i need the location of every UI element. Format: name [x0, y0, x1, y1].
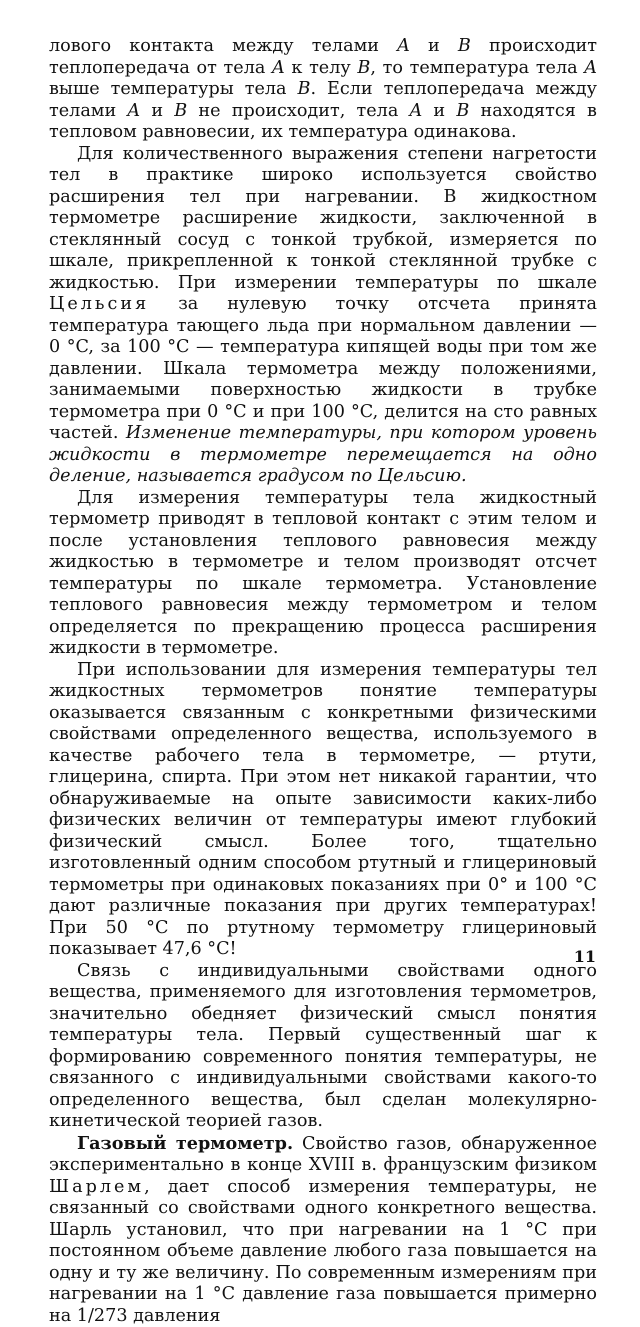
page-number: 11	[574, 947, 596, 966]
text-run: Изменение температуры, при котором уровень жидкости в термометре перемещается на одно деление, называется градусом по Цельсию.	[49, 423, 597, 486]
text-run: B	[357, 58, 370, 78]
text-run: происходит теплопередача от тела	[49, 36, 597, 78]
text-run: B	[298, 79, 311, 99]
text-run: B	[456, 101, 469, 121]
text-run: A	[127, 101, 140, 121]
text-run: находятся в тепловом равновесии, их температура одинакова.	[49, 101, 597, 143]
text-run: выше температуры тела	[49, 79, 298, 99]
text-run: B	[458, 36, 471, 56]
text-run: Связь с индивидуальными свойствами одного вещества, применяемого для изготовления термометров, значительно обедняет физический смысл понятия температуры тела. Первый существенный шаг к формированию современного понятия температуры, не связанного с индивидуальными свойствами какого-то определенного вещества, был сделан молекулярно-кинетической теорией газов.	[49, 961, 597, 1132]
text-run: Свойство газов, обнаруженное экспериментально в конце XVIII в. французским физиком	[49, 1134, 597, 1176]
text-run: лового контакта между телами	[49, 36, 397, 56]
text-run: не происходит, тела	[187, 101, 409, 121]
text-run: A	[410, 101, 423, 121]
paragraph-6	[49, 1133, 597, 1327]
text-run: . Если теплопередача между телами	[49, 79, 597, 121]
text-run: Газовый термометр.	[77, 1133, 293, 1154]
text-run: Шарлем	[49, 1177, 144, 1197]
text-run: B	[174, 101, 187, 121]
text-run: и	[140, 101, 174, 121]
text-run: , дает способ измерения температуры, не связанный со свойствами одного конкретного вещества. Шарль установил, что при нагревании на 1 °C при постоянном объеме давление любого газа повышается на одну и ту же величину. По современным измерениям при нагревании на 1 °C давление газа повышается примерно на 1/273 давления	[49, 1177, 597, 1326]
text-run: и	[422, 101, 456, 121]
text-run: A	[397, 36, 410, 56]
text-run: к телу	[285, 58, 358, 78]
paragraph-5	[49, 961, 597, 1133]
text-run: A	[584, 58, 597, 78]
paragraph-4	[49, 660, 597, 961]
text-run: При использовании для измерения температуры тел жидкостных термометров понятие температуры оказывается связанным с конкретными физическими свойствами определенного вещества, используемого в качестве рабочего тела в термометре, — ртути, глицерина, спирта. При этом нет никакой гарантии, что обнаруживаемые на опыте зависимости каких-либо физических величин от температуры имеют глубокий физический смысл. Более того, тщательно изготовленный одним способом ртутный и глицериновый термометры при одинаковых показаниях при 0° и 100 °C дают различные показания при других температурах! При 50 °C по ртутному термометру глицериновый показывает 47,6 °C!	[49, 660, 597, 960]
paragraph-3	[49, 488, 597, 660]
body-text	[49, 36, 597, 1327]
paragraph-2	[49, 144, 597, 488]
text-run: и	[410, 36, 458, 56]
text-run: , то температура тела	[370, 58, 584, 78]
text-run: за нулевую точку отсчета принята температура тающего льда при нормальном давлении — 0 °C, за 100 °C — температура кипящей воды при том же давлении. Шкала термометра между положениями, занимаемыми поверхностью жидкости в трубке термометра при 0 °C и при 100 °C, делится на сто равных частей.	[49, 294, 597, 443]
text-run: Для количественного выражения степени нагретости тел в практике широко используется свойство расширения тел при нагревании. В жидкостном термометре расширение жидкости, заключенной в стеклянный сосуд с тонкой трубкой, измеряется по шкале, прикрепленной к тонкой стеклянной трубке с жидкостью. При измерении температуры по шкале	[49, 144, 597, 293]
text-run: A	[272, 58, 285, 78]
text-run: Для измерения температуры тела жидкостный термометр приводят в тепловой контакт с этим телом и после установления теплового равновесия между жидкостью в термометре и телом производят отсчет температуры по шкале термометра. Установление теплового равновесия между термометром и телом определяется по прекращению процесса расширения жидкости в термометре.	[49, 488, 597, 659]
paragraph-1	[49, 36, 597, 144]
text-run: Цельсия	[49, 294, 149, 314]
